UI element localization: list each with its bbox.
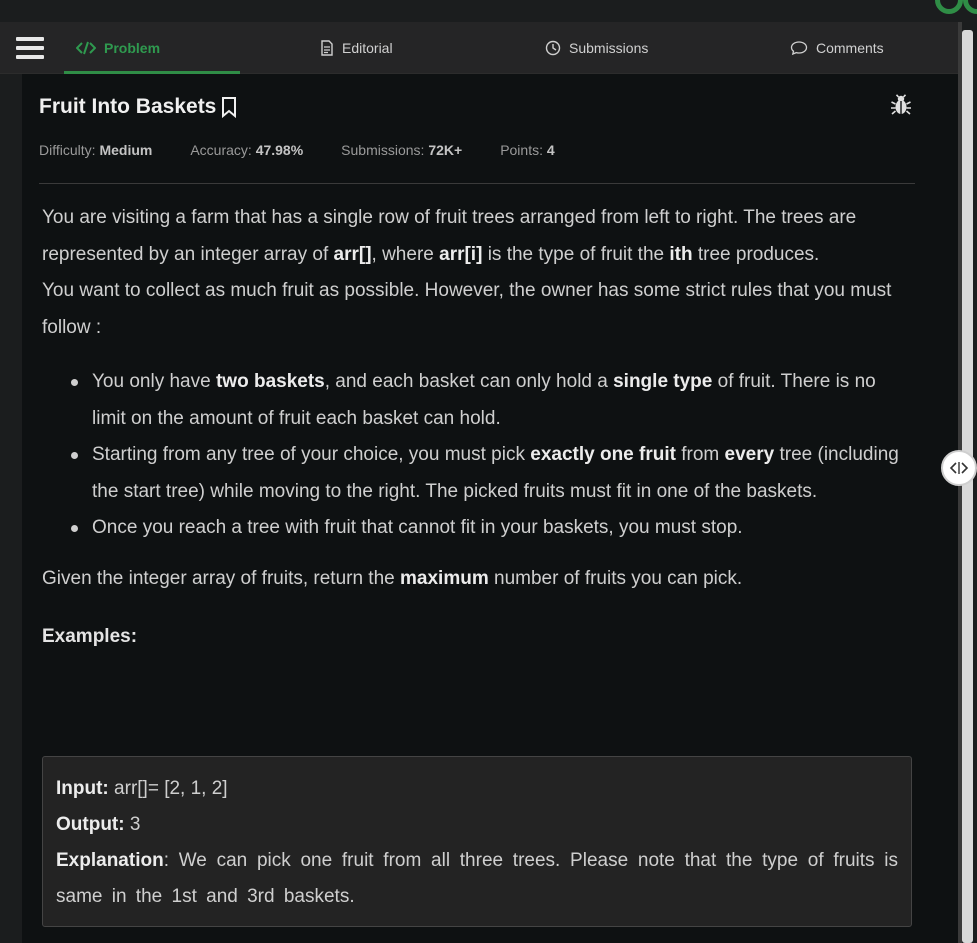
problem-statement (42, 200, 914, 656)
list-item: Once you reach a tree with fruit that cannot fit in your baskets, you must stop. (42, 510, 914, 547)
hamburger-menu-icon[interactable] (16, 37, 44, 59)
points: Points: 4 (500, 142, 555, 158)
example-explanation: Explanation: We can pick one fruit from all three trees. Please note that the type of fruits is same in the 1st and 3rd baskets. (56, 850, 898, 907)
top-strip (0, 0, 977, 22)
bug-icon[interactable] (890, 94, 912, 120)
rules-list (42, 364, 914, 547)
bookmark-icon[interactable] (220, 96, 238, 118)
tab-bar (0, 22, 958, 74)
tab-problem[interactable] (64, 22, 240, 74)
accuracy-value: 47.98% (255, 142, 304, 158)
list-item: Starting from any tree of your choice, you must pick exactly one fruit from every tree (including the start tree) while moving to the right. The picked fruits must fit in one of the baskets. (42, 437, 914, 510)
list-item: You only have two baskets, and each basket can only hold a single type of fruit. There is no limit on the amount of fruit each basket can hold. (42, 364, 914, 437)
tab-editorial-label: Editorial (342, 40, 393, 56)
problem-panel (22, 74, 958, 943)
examples-heading: Examples: (42, 626, 138, 647)
submissions-count: Submissions: 72K+ (341, 142, 463, 158)
problem-title-text: Fruit Into Baskets (39, 95, 217, 118)
document-icon (320, 40, 334, 56)
tab-editorial[interactable] (320, 22, 393, 74)
code-icon (76, 41, 96, 55)
accuracy: Accuracy: 47.98% (190, 142, 304, 158)
statement-paragraph-1: You are visiting a farm that has a single row of fruit trees arranged from left to right. The trees are represented by an integer array of arr[], where arr[i] is the type of fruit the ith tree produces. (42, 207, 857, 265)
gfg-logo-icon (935, 0, 963, 14)
difficulty: Difficulty: Medium (39, 142, 153, 158)
tab-submissions-label: Submissions (569, 40, 649, 56)
problem-meta (39, 142, 593, 158)
tab-comments-label: Comments (816, 40, 884, 56)
statement-paragraph-2: You want to collect as much fruit as possible. However, the owner has some strict rules that you must follow : (42, 280, 892, 338)
example-box (42, 756, 912, 927)
resize-handle-icon[interactable] (941, 450, 977, 486)
tab-problem-label: Problem (104, 40, 161, 56)
points-value: 4 (546, 142, 555, 158)
chat-bubble-icon (790, 40, 808, 56)
scrollbar-thumb[interactable] (962, 30, 973, 943)
divider (39, 183, 915, 184)
tab-submissions[interactable] (545, 22, 648, 74)
submissions-value: 72K+ (428, 142, 463, 158)
statement-paragraph-3: Given the integer array of fruits, return the maximum number of fruits you can pick. (42, 567, 743, 589)
clock-icon (545, 40, 561, 56)
example-output: Output: 3 (56, 814, 141, 835)
difficulty-value: Medium (99, 142, 153, 158)
problem-title (39, 95, 238, 119)
gfg-logo-icon-right (963, 0, 977, 14)
example-input: Input: arr[]= [2, 1, 2] (56, 778, 228, 799)
tab-comments[interactable] (790, 22, 884, 74)
